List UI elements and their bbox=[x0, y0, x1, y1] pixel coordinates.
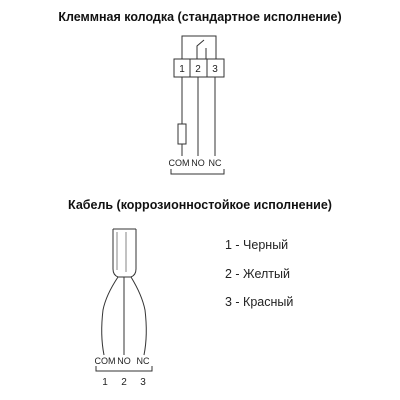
cable-wire-com bbox=[102, 277, 118, 355]
terminal-number-3: 3 bbox=[212, 64, 218, 75]
switch-wire-com bbox=[182, 36, 216, 59]
wire-color-legend bbox=[225, 231, 293, 317]
cable-label-com: COM bbox=[94, 356, 116, 366]
cable-title: Кабель (коррозионностойкое исполнение) bbox=[68, 198, 332, 212]
terminal-label-no: NO bbox=[191, 158, 205, 168]
cable-jacket bbox=[113, 229, 136, 277]
cable-number-1: 1 bbox=[102, 377, 108, 388]
cable-number-3: 3 bbox=[140, 377, 146, 388]
fuse-resistor bbox=[178, 124, 186, 144]
terminal-number-2: 2 bbox=[195, 64, 201, 75]
legend-item-2: 2 - Желтый bbox=[225, 266, 290, 281]
terminal-label-com: COM bbox=[168, 158, 190, 168]
terminal-label-nc: NC bbox=[208, 158, 222, 168]
legend-item-1: 1 - Черный bbox=[225, 238, 289, 252]
switch-contact-no bbox=[197, 40, 204, 59]
terminal-bracket bbox=[171, 169, 224, 174]
cable-bracket bbox=[96, 366, 152, 371]
cable-label-nc: NC bbox=[136, 356, 150, 366]
terminal-block-title: Клеммная колодка (стандартное исполнение) bbox=[58, 10, 342, 24]
terminal-number-1: 1 bbox=[179, 64, 185, 75]
cable-label-no: NO bbox=[117, 356, 131, 366]
legend-item-3: 3 - Красный bbox=[225, 295, 294, 309]
cable-wire-nc bbox=[131, 277, 146, 355]
cable-number-2: 2 bbox=[121, 377, 127, 388]
